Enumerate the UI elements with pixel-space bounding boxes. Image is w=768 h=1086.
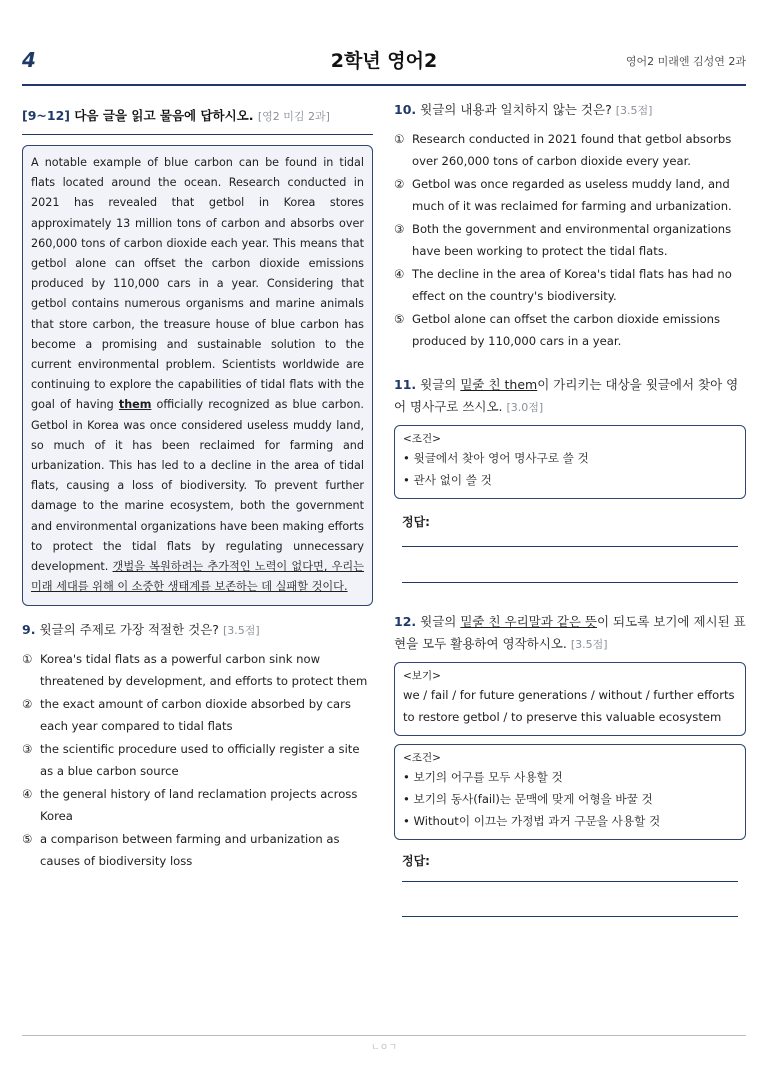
page-title: 2학년 영어2: [330, 50, 438, 72]
header-divider: [22, 84, 746, 86]
question-10: [394, 100, 746, 352]
answer-option-3[interactable]: ③ the scientific procedure used to officially register a site as a blue carbon source: [22, 742, 360, 778]
answer-option-3[interactable]: ③ Both the government and environmental organizations have been working to protect the tidal flats.: [394, 222, 732, 258]
question-12: [394, 611, 746, 917]
question-text: 윗글의 내용과 일치하지 않는 것은?: [420, 102, 612, 117]
section-instruction: 다음 글을 읽고 물음에 답하시오.: [74, 108, 254, 123]
passage-text-2: officially recognized as blue carbon. Getbol in Korea was once considered useless muddy land, so much of it has been reclaimed for farming and urbanization. This has led to a decline in the area of tidal flats, causing a loss of biodiversity. To prevent further damage to the marine ecosystem, both the government and environmental organizations have been making efforts to protect the tidal flats by regulating unnecessary development.: [31, 398, 364, 574]
question-text: 윗글의 주제로 가장 적절한 것은?: [39, 622, 219, 638]
condition-item: • 관사 없이 쓸 것: [403, 469, 737, 491]
answer-option-1[interactable]: ① Research conducted in 2021 found that getbol absorbs over 260,000 tons of carbon dioxide every year.: [394, 132, 732, 168]
answer-option-5[interactable]: ⑤ Getbol alone can offset the carbon dioxide emissions produced by 110,000 cars in a year.: [394, 312, 721, 348]
question-number: 10.: [394, 102, 417, 117]
question-points: [3.5점]: [222, 624, 260, 638]
question-number: 12.: [394, 614, 417, 629]
footer-divider: [22, 1035, 746, 1036]
question-11: [394, 374, 746, 583]
underlined-reference: 밑줄 친 우리말과 같은 뜻: [460, 614, 597, 629]
section-range: [9~12]: [22, 108, 70, 123]
question-number: 11.: [394, 377, 417, 392]
question-12-stem: 12. 윗글의 밑줄 친 우리말과 같은 뜻이 되도록 보기에 제시된 표현을 모두 활용하여 영작하시오. [3.5점]: [394, 614, 746, 651]
question-9: [22, 620, 373, 872]
question-number: 9.: [22, 622, 36, 638]
bogi-title: <보기>: [403, 670, 441, 682]
condition-box: [394, 744, 746, 840]
answer-option-4[interactable]: ④ the general history of land reclamation projects across Korea: [22, 787, 358, 823]
condition-item: • Without이 이끄는 가정법 과거 구문을 사용할 것: [403, 810, 737, 832]
reading-passage: [22, 145, 373, 606]
answer-options: [394, 129, 746, 352]
condition-title: <조건>: [403, 433, 441, 445]
answer-option-2[interactable]: ② Getbol was once regarded as useless muddy land, and much of it was reclaimed for farming and urbanization.: [394, 177, 732, 213]
answer-options: [22, 649, 373, 872]
page-header: [22, 40, 746, 84]
condition-box: [394, 425, 746, 499]
answer-option-2[interactable]: ② the exact amount of carbon dioxide absorbed by cars each year compared to tidal flats: [22, 697, 351, 733]
answer-line[interactable]: [402, 582, 738, 583]
answer-line[interactable]: [402, 881, 738, 882]
condition-item: • 윗글에서 찾아 영어 명사구로 쓸 것: [403, 447, 737, 469]
question-points: [3.5점]: [570, 638, 608, 651]
passage-text-1: A notable example of blue carbon can be found in tidal flats located around the ocean. Research conducted in 2021 has revealed that getbol in Korea stores approximately 13 million tons of carbon and absorbs over 260,000 tons of carbon dioxide each year. This means that getbol alone can offset the carbon dioxide emissions produced by 110,000 cars in a year. Considering that getbol contains numerous organisms and marine animals that store carbon, the treasure house of blue carbon has become a promising and sustainable solution to the current environmental problem. Scientists worldwide are continuing to explore the capabilities of tidal flats with the goal of having: [31, 156, 364, 412]
answer-option-1[interactable]: ① Korea's tidal flats as a powerful carbon sink now threatened by development, and efforts to protect them: [22, 652, 368, 688]
answer-option-4[interactable]: ④ The decline in the area of Korea's tidal flats has had no effect on the country's biodiversity.: [394, 267, 732, 303]
footer-mark: ㄴㅇㄱ: [370, 1043, 398, 1053]
page-subtitle: 영어2 미래엔 김성연 2과: [625, 55, 746, 68]
question-11-stem: 11. 윗글의 밑줄 친 them이 가리키는 대상을 윗글에서 찾아 영어 명사구로 쓰시오. [3.0점]: [394, 377, 739, 414]
bogi-text: we / fail / for future generations / without / further efforts to restore getbol / to preserve this valuable ecosystem: [403, 688, 735, 724]
right-column: [394, 100, 746, 917]
question-points: [3.0점]: [506, 401, 544, 414]
page-number: 4: [22, 48, 36, 72]
answer-option-5[interactable]: ⑤ a comparison between farming and urbanization as causes of biodiversity loss: [22, 832, 340, 868]
section-source: [영2 미김 2과]: [257, 110, 330, 123]
answer-label: 정답:: [402, 515, 430, 529]
condition-item: • 보기의 동사(fail)는 문맥에 맞게 어형을 바꿀 것: [403, 788, 737, 810]
answer-label: 정답:: [402, 854, 430, 868]
underlined-them: them: [118, 398, 152, 412]
answer-line[interactable]: [402, 546, 738, 547]
question-10-stem: [394, 100, 746, 121]
condition-item: • 보기의 어구를 모두 사용할 것: [403, 766, 737, 788]
condition-title: <조건>: [403, 752, 441, 764]
bogi-box: [394, 662, 746, 736]
left-column: [22, 106, 373, 874]
section-heading: [22, 106, 373, 135]
question-points: [3.5점]: [615, 104, 653, 117]
answer-line[interactable]: [402, 916, 738, 917]
underlined-korean-sentence: 갯벌을 복원하려는 추가적인 노력이 없다면, 우리는 미래 세대를 위해 이 소중한 생태계를 보존하는 데 실패할 것이다.: [31, 560, 364, 594]
question-9-stem: [22, 620, 373, 641]
underlined-reference: 밑줄 친 them: [460, 377, 538, 392]
